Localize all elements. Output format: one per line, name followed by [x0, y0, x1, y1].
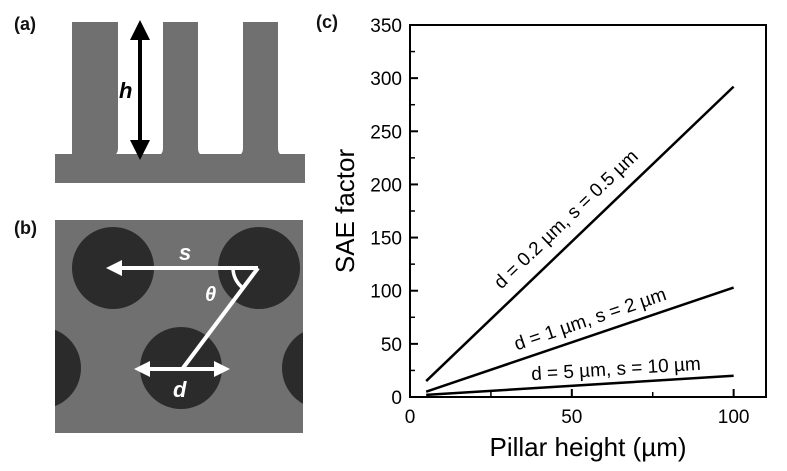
y-tick-label: 50 [380, 334, 402, 356]
series-label: d = 0.2 µm, s = 0.5 µm [490, 146, 643, 294]
panel-b-label: (b) [14, 218, 37, 238]
x-tick-label: 100 [717, 407, 750, 428]
angle-symbol: θ [205, 284, 217, 306]
series-label: d = 5 µm, s = 10 µm [530, 353, 702, 386]
height-symbol: h [119, 78, 133, 103]
y-tick-label: 100 [370, 281, 402, 303]
series-line [426, 87, 733, 381]
panel-a-label: (a) [14, 14, 36, 34]
x-tick-label: 0 [404, 407, 416, 428]
y-tick-label: 150 [370, 228, 402, 250]
series-label: d = 1 µm, s = 2 µm [511, 284, 670, 356]
y-tick-label: 200 [370, 175, 402, 197]
y-tick-label: 350 [370, 16, 402, 37]
y-tick-label: 0 [391, 388, 402, 409]
x-tick-label: 50 [561, 407, 583, 428]
y-tick-label: 300 [370, 69, 402, 91]
y-axis-label: SAE factor [330, 148, 360, 274]
x-axis-label: Pillar height (µm) [489, 432, 687, 462]
y-tick-label: 250 [370, 122, 402, 144]
panel-c-label: (c) [316, 12, 338, 32]
spacing-symbol: s [179, 240, 192, 265]
diameter-symbol: d [173, 377, 187, 402]
